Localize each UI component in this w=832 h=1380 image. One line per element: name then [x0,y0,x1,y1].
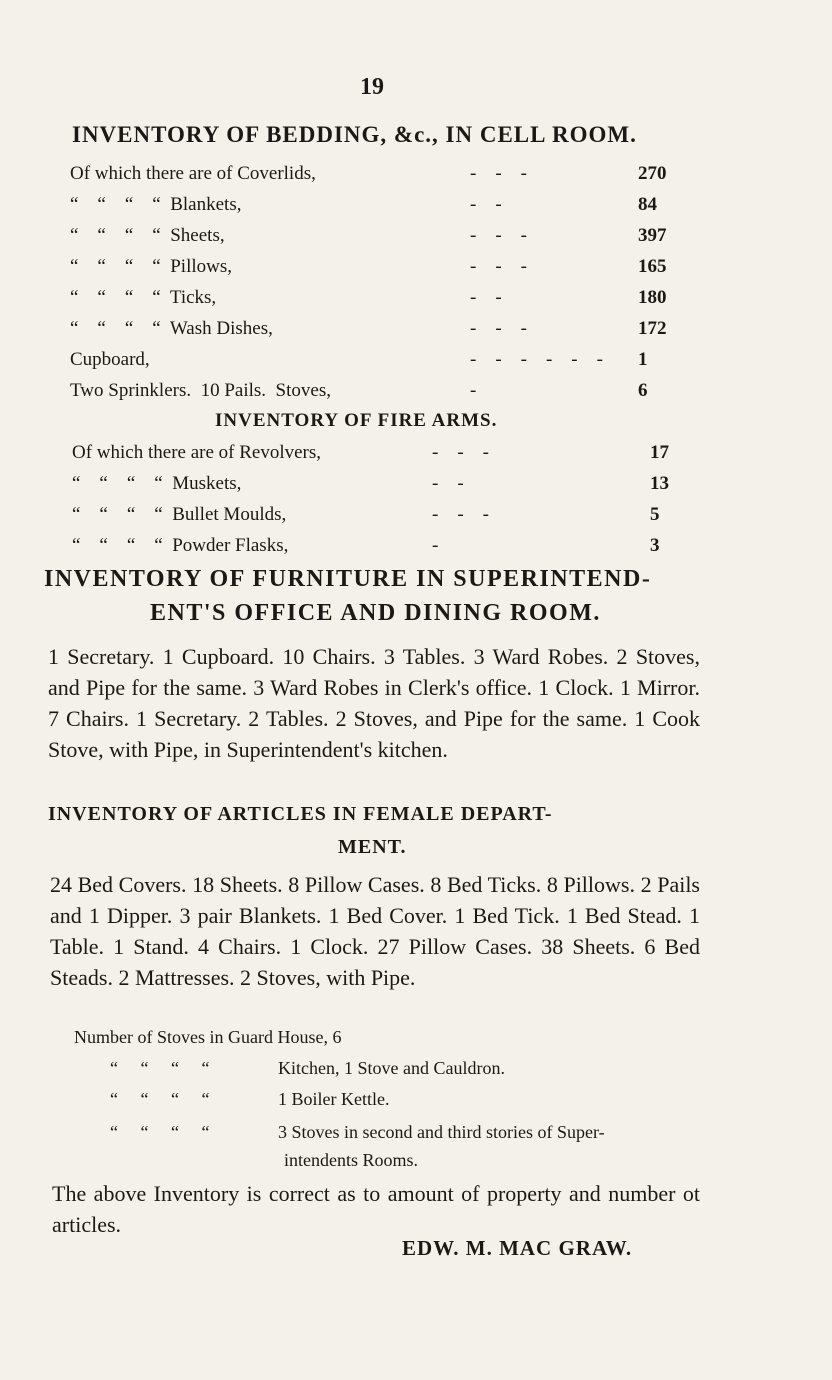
female-heading-line2: MENT. [338,836,407,858]
female-heading-line1: INVENTORY OF ARTICLES IN FEMALE DEPART- [48,803,553,825]
firearms-row-value: 17 [650,442,669,463]
furniture-paragraph: 1 Secretary. 1 Cupboard. 10 Chairs. 3 Tables. 3 Ward Robes. 2 Stoves, and Pipe for the same. 3 Ward Robes in Clerk's office. 1 Clock. 1 Mirror. 7 Chairs. 1 Secretary. 2 Tables. 2 Stoves, and Pipe for the same. 1 Cook Stove, with Pipe, in Superintendent's kitchen. [48,644,700,762]
bedding-row [70,287,698,313]
bedding-row [70,349,698,375]
bedding-row-leader: - - [470,194,502,215]
firearms-row [72,535,710,561]
bedding-row-label: “ “ “ “ Pillows, [70,256,233,277]
bedding-row-leader: - - - [470,318,527,339]
page-number: 19 [360,74,384,100]
female-paragraph: 24 Bed Covers. 18 Sheets. 8 Pillow Cases. 8 Bed Ticks. 8 Pillows. 2 Pails and 1 Dipper. 3 pair Blankets. 1 Bed Cover. 1 Bed Tick. 1 Bed Stead. 1 Table. 1 Stand. 4 Chairs. 1 Clock. 27 Pillow Cases. 38 Sheets. 6 Bed Steads. 2 Mattresses. 2 Stoves, with Pipe. [50,872,700,990]
stoves-ditto-marks: “ “ “ “ [110,1122,210,1142]
bedding-row-label: “ “ “ “ Blankets, [70,194,242,215]
bedding-row-label: Of which there are of Coverlids, [70,163,316,184]
firearms-row-label: “ “ “ “ Muskets, [72,473,242,494]
bedding-row-label: “ “ “ “ Wash Dishes, [70,318,273,339]
bedding-row-label: Two Sprinklers. 10 Pails. Stoves, [70,380,331,401]
firearms-row [72,504,710,530]
bedding-row-leader: - - - - - - [470,349,603,370]
bedding-row-value: 397 [638,225,667,246]
bedding-row-label: Cupboard, [70,349,150,370]
bedding-row [70,256,698,282]
firearms-row-label: “ “ “ “ Powder Flasks, [72,535,289,556]
bedding-row [70,163,698,189]
bedding-row-label: “ “ “ “ Sheets, [70,225,225,246]
bedding-row-leader: - - [470,287,502,308]
bedding-row-value: 6 [638,380,648,401]
stoves-ditto-marks: “ “ “ “ [110,1089,210,1109]
bedding-row-leader: - - - [470,225,527,246]
bedding-row [70,380,698,406]
stoves-line-stories: 3 Stoves in second and third stories of Super- [278,1122,605,1142]
firearms-row-value: 13 [650,473,669,494]
bedding-row-value: 1 [638,349,648,370]
bedding-row-value: 84 [638,194,657,215]
firearms-row-leader: - - - [432,442,489,463]
firearms-row [72,442,710,468]
furniture-heading-line2: ENT'S OFFICE AND DINING ROOM. [150,600,601,626]
furniture-heading-line1: INVENTORY OF FURNITURE IN SUPERINTEND- [44,566,652,592]
firearms-row-leader: - - [432,473,464,494]
firearms-row-value: 3 [650,535,660,556]
firearms-row-leader: - - - [432,504,489,525]
firearms-row-leader: - [432,535,439,556]
bedding-row-leader: - - - [470,163,527,184]
bedding-row-leader: - - - [470,256,527,277]
bedding-row-value: 172 [638,318,667,339]
firearms-row-label: “ “ “ “ Bullet Moulds, [72,504,287,525]
stoves-line-kitchen: Kitchen, 1 Stove and Cauldron. [278,1058,505,1078]
bedding-row [70,225,698,251]
bedding-row-value: 165 [638,256,667,277]
bedding-heading: INVENTORY OF BEDDING, &c., IN CELL ROOM. [72,122,637,147]
bedding-row-label: “ “ “ “ Ticks, [70,287,217,308]
signature: EDW. M. MAC GRAW. [402,1236,633,1260]
bedding-row-leader: - [470,380,477,401]
stoves-line-boiler: 1 Boiler Kettle. [278,1089,390,1109]
firearms-row-label: Of which there are of Revolvers, [72,442,322,463]
bedding-row [70,318,698,344]
bedding-row [70,194,698,220]
firearms-row-value: 5 [650,504,660,525]
stoves-line-rooms: intendents Rooms. [284,1150,418,1170]
firearms-row [72,473,710,499]
firearms-heading: INVENTORY OF FIRE ARMS. [215,410,498,431]
bedding-row-value: 180 [638,287,667,308]
closing-statement: The above Inventory is correct as to amount of property and number ot articles. [52,1181,700,1237]
bedding-row-value: 270 [638,163,667,184]
stoves-line-guard-house: Number of Stoves in Guard House, 6 [74,1027,342,1047]
stoves-ditto-marks: “ “ “ “ [110,1058,210,1078]
